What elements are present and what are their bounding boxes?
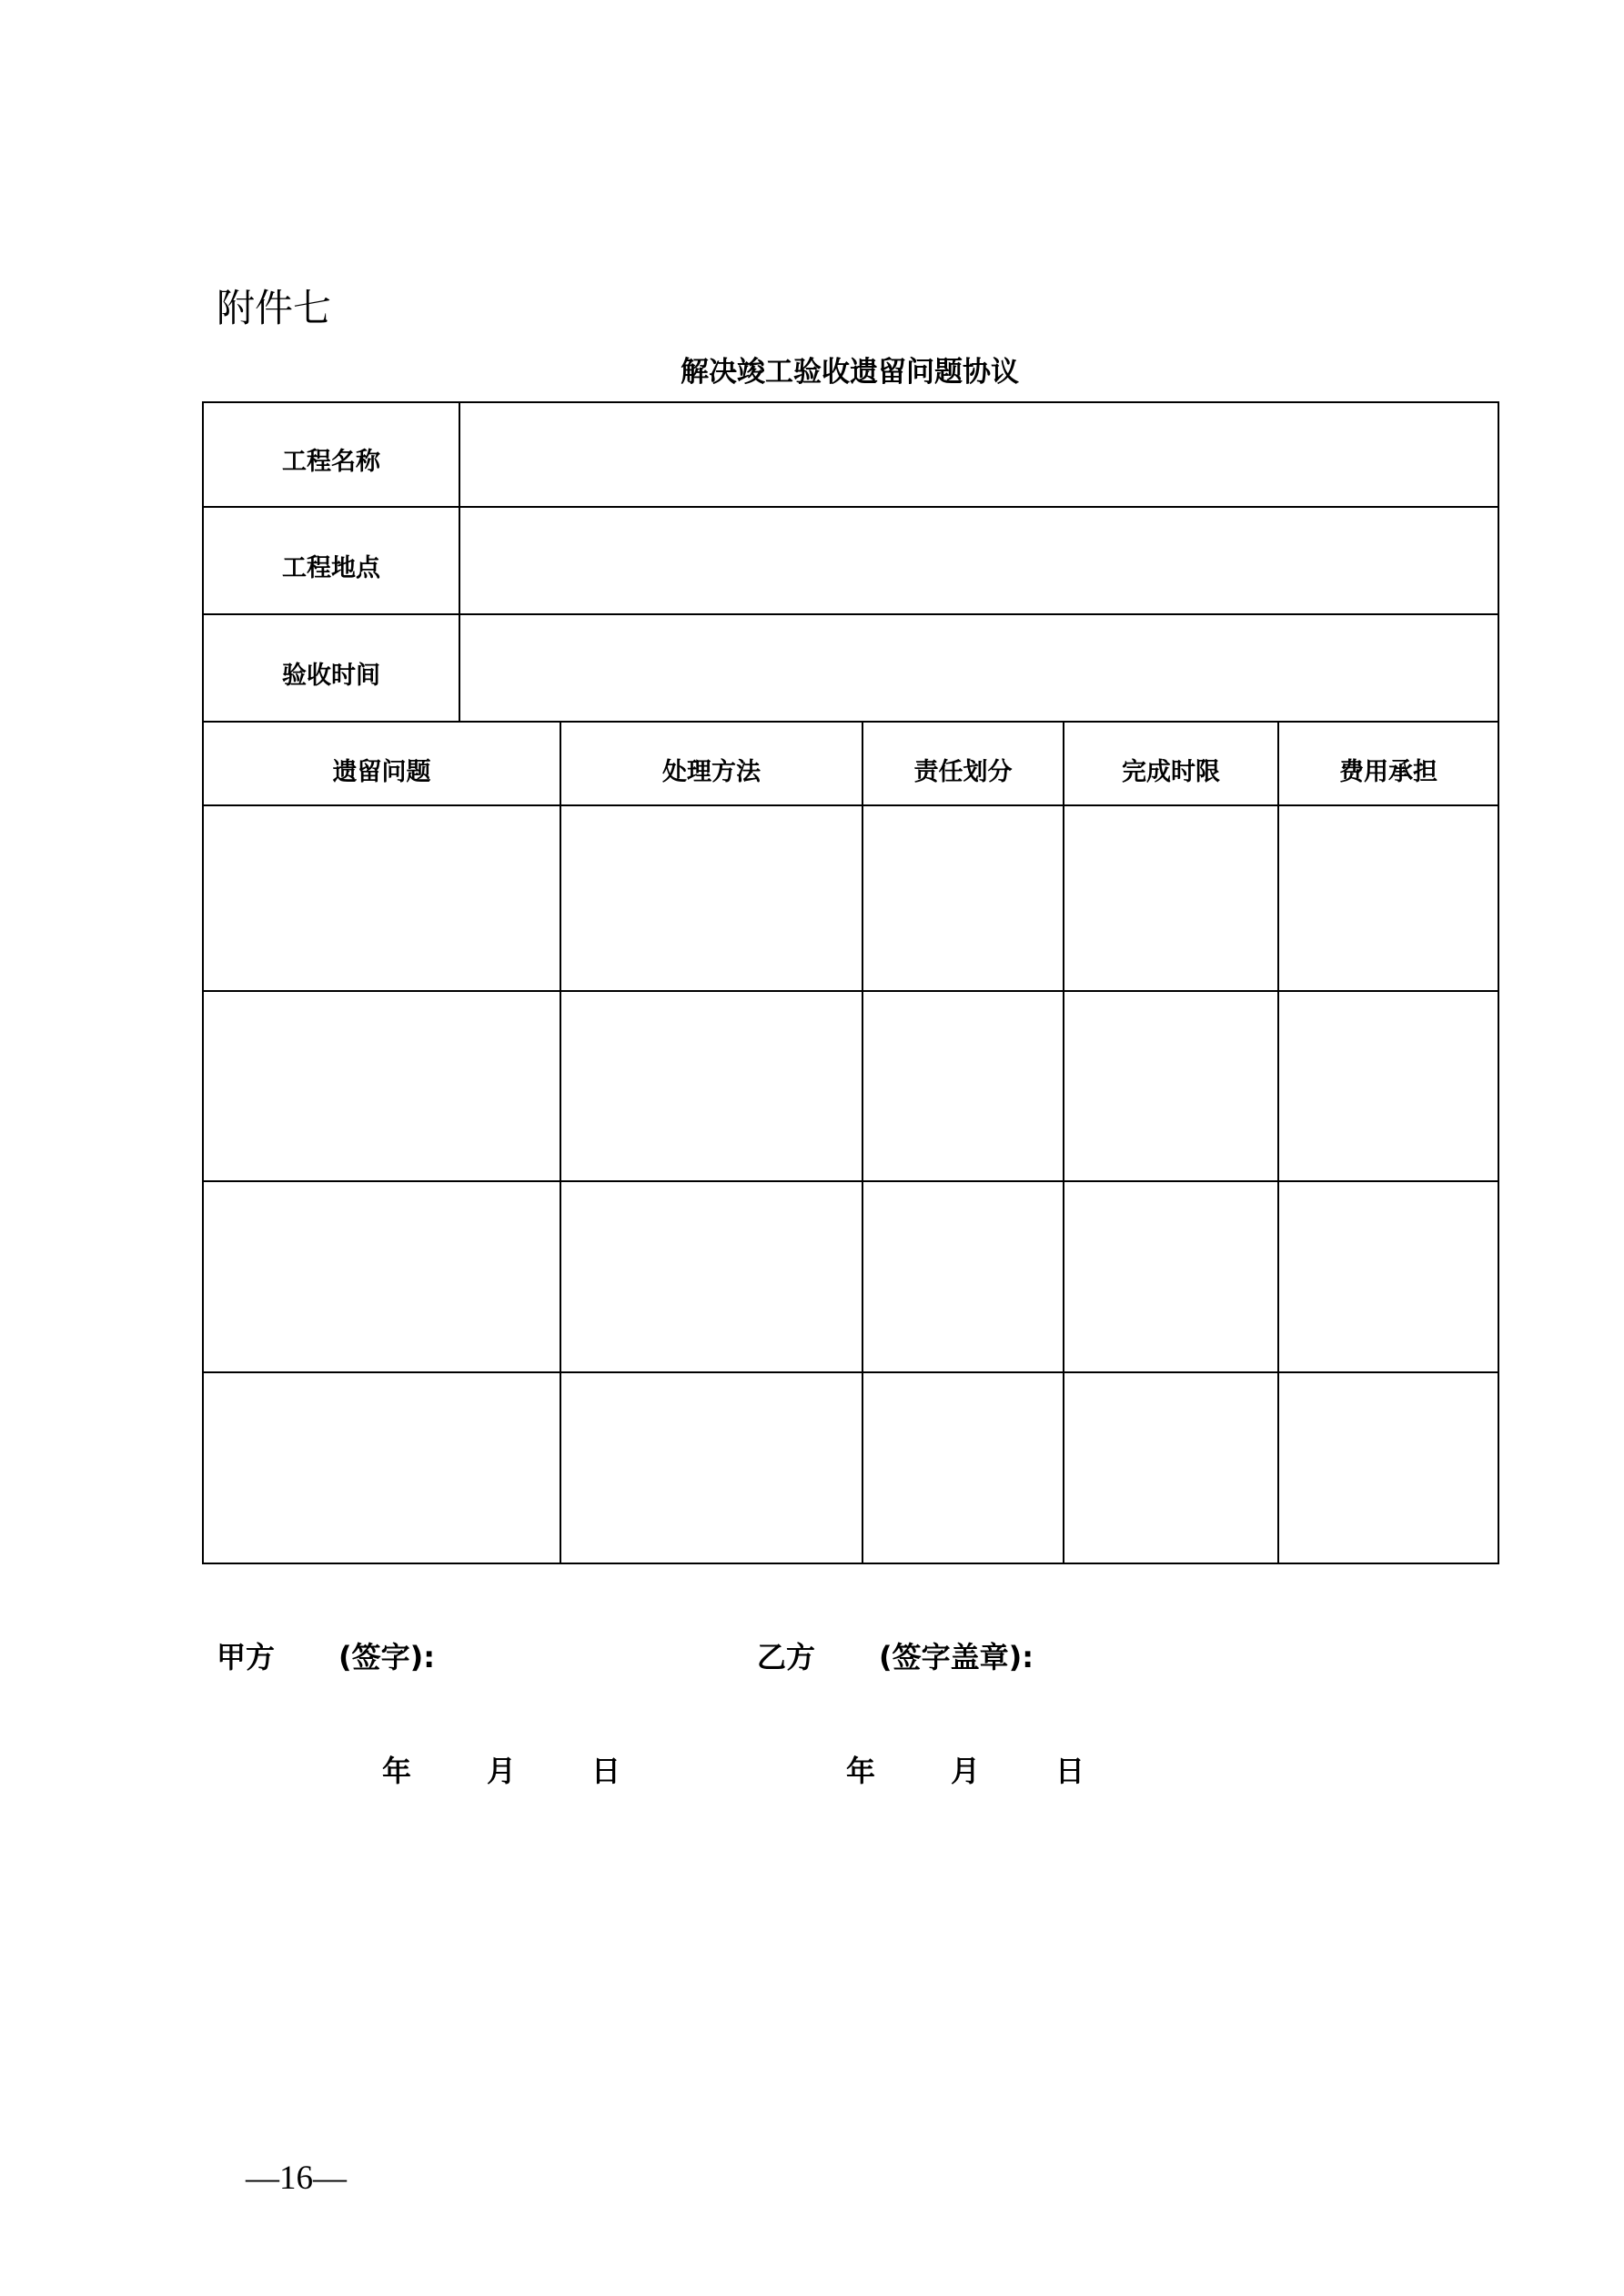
- column-divider: [560, 721, 561, 1564]
- project-name-label: 工程名称: [282, 448, 380, 476]
- header-remaining-issues: 遗留问题: [332, 758, 431, 786]
- party-b-date-month: 月: [951, 1754, 981, 1788]
- acceptance-time-label: 验收时间: [282, 662, 380, 690]
- row-divider: [202, 1180, 1499, 1182]
- row-divider: [202, 990, 1499, 992]
- party-a-date-month: 月: [487, 1754, 517, 1788]
- column-divider: [862, 721, 863, 1564]
- row-divider: [202, 1371, 1499, 1373]
- header-handling-method: 处理方法: [662, 758, 761, 786]
- table-border-right: [1498, 401, 1499, 1564]
- party-a-sign-label: (签字):: [338, 1640, 436, 1674]
- header-deadline: 完成时限: [1122, 758, 1220, 786]
- column-divider: [1063, 721, 1064, 1564]
- party-a-date-year: 年: [382, 1754, 412, 1788]
- header-responsibility: 责任划分: [913, 758, 1013, 786]
- row-divider: [202, 804, 1499, 806]
- column-divider: [459, 401, 460, 723]
- attachment-label: 附件七: [217, 286, 332, 330]
- header-cost-bearing: 费用承担: [1339, 758, 1437, 786]
- party-b-label: 乙方: [757, 1640, 816, 1674]
- table-border-bottom: [202, 1563, 1499, 1564]
- party-b-sign-label: (签字盖章):: [879, 1640, 1034, 1674]
- party-b-date-day: 日: [1055, 1754, 1085, 1788]
- project-location-label: 工程地点: [282, 554, 380, 582]
- party-a-date-day: 日: [591, 1754, 621, 1788]
- table-border-top: [202, 401, 1499, 403]
- page-number: —16—: [246, 2159, 347, 2197]
- document-title: 解决竣工验收遗留问题协议: [681, 356, 1019, 389]
- party-b-date-year: 年: [846, 1754, 876, 1788]
- row-divider: [202, 613, 1499, 615]
- row-divider: [202, 506, 1499, 508]
- column-divider: [1277, 721, 1279, 1564]
- party-a-label: 甲方: [217, 1640, 276, 1674]
- row-divider: [202, 721, 1499, 723]
